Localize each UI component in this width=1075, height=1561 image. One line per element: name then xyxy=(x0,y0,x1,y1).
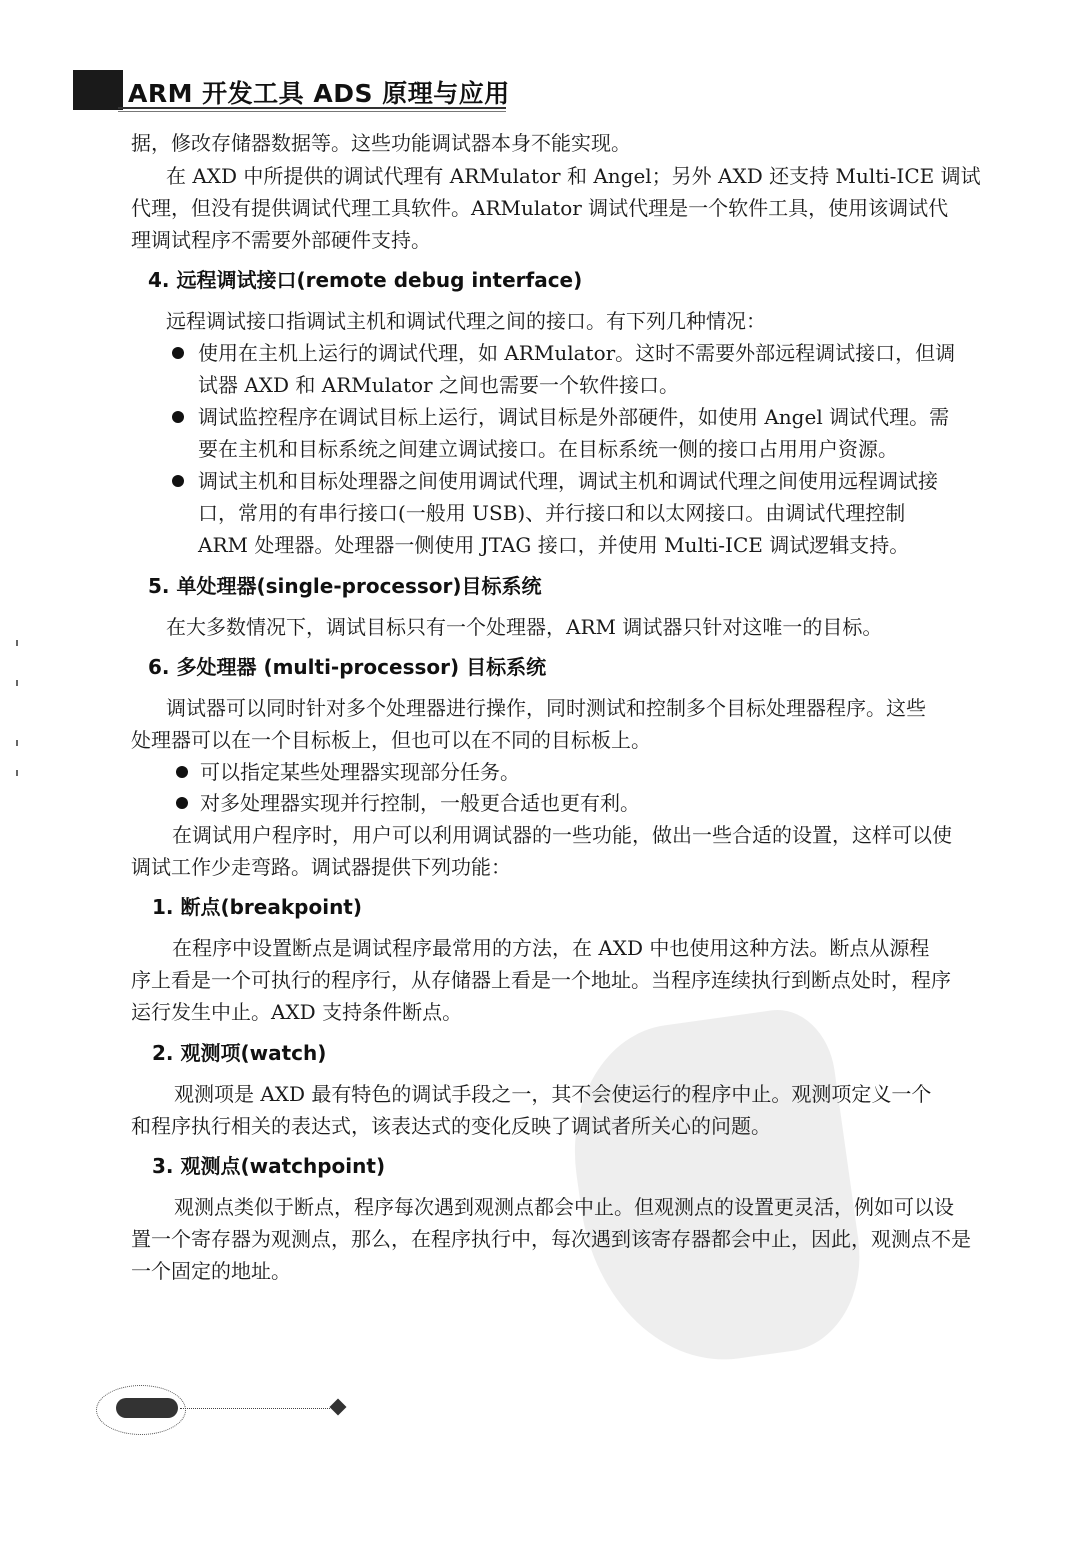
section-heading: 2. 观测项(watch) xyxy=(152,1041,327,1065)
paragraph-line: 调试工作少走弯路。调试器提供下列功能： xyxy=(131,855,511,879)
paragraph-line: 在程序中设置断点是调试程序最常用的方法，在 AXD 中也使用这种方法。断点从源程 xyxy=(172,936,930,960)
bullet-line: 使用在主机上运行的调试代理，如 ARMulator。这时不需要外部远程调试接口，但调 xyxy=(198,341,956,365)
paragraph-line: 观测点类似于断点，程序每次遇到观测点都会中止。但观测点的设置更灵活，例如可以设 xyxy=(174,1195,954,1219)
bullet-line: 调试主机和目标处理器之间使用调试代理，调试主机和调试代理之间使用远程调试接 xyxy=(198,469,938,493)
paragraph-line: 运行发生中止。AXD 支持条件断点。 xyxy=(131,1000,463,1024)
header-rule xyxy=(118,107,506,109)
paragraph-line: 置一个寄存器为观测点，那么，在程序执行中，每次遇到该寄存器都会中止，因此，观测点不是 xyxy=(131,1227,971,1251)
paragraph-line: 在 AXD 中所提供的调试代理有 ARMulator 和 Angel；另外 AXD 还支持 Multi-ICE 调试 xyxy=(166,164,981,188)
page-number-pill xyxy=(116,1398,178,1418)
margin-mark xyxy=(16,740,18,746)
section-heading: 6. 多处理器 (multi-processor) 目标系统 xyxy=(148,655,547,679)
bullet-line: 口，常用的有串行接口(一般用 USB)、并行接口和以太网接口。由调试代理控制 xyxy=(198,501,906,525)
paragraph-line: 代理，但没有提供调试代理工具软件。ARMulator 调试代理是一个软件工具，使用该调试代 xyxy=(131,196,949,220)
footer-ornament-icon xyxy=(330,1399,347,1416)
bullet-line: 调试监控程序在调试目标上运行，调试目标是外部硬件，如使用 Angel 调试代理。需 xyxy=(198,405,950,429)
margin-mark xyxy=(16,770,18,776)
paragraph-line: 远程调试接口指调试主机和调试代理之间的接口。有下列几种情况： xyxy=(166,309,766,333)
running-header-title: ARM 开发工具 ADS 原理与应用 xyxy=(128,79,510,108)
section-heading: 3. 观测点(watchpoint) xyxy=(152,1154,386,1178)
section-heading: 1. 断点(breakpoint) xyxy=(152,895,363,919)
paragraph-line: 理调试程序不需要外部硬件支持。 xyxy=(131,228,431,252)
paragraph-line: 序上看是一个可执行的程序行，从存储器上看是一个地址。当程序连续执行到断点处时，程序 xyxy=(131,968,951,992)
bullet-line: 可以指定某些处理器实现部分任务。 xyxy=(200,760,520,784)
paragraph-line: 和程序执行相关的表达式，该表达式的变化反映了调试者所关心的问题。 xyxy=(131,1114,771,1138)
paragraph-line: 在大多数情况下，调试目标只有一个处理器，ARM 调试器只针对这唯一的目标。 xyxy=(166,615,883,639)
paragraph-line: 据，修改存储器数据等。这些功能调试器本身不能实现。 xyxy=(131,131,631,155)
paragraph-line: 一个固定的地址。 xyxy=(131,1259,291,1283)
bullet-line: ARM 处理器。处理器一侧使用 JTAG 接口，并使用 Multi-ICE 调试逻辑支持。 xyxy=(198,533,910,557)
margin-mark xyxy=(16,680,18,686)
bullet-line: 试器 AXD 和 ARMulator 之间也需要一个软件接口。 xyxy=(198,373,679,397)
header-rule-thin xyxy=(118,111,506,112)
paragraph-line: 调试器可以同时针对多个处理器进行操作，同时测试和控制多个目标处理器程序。这些 xyxy=(166,696,926,720)
paragraph-line: 观测项是 AXD 最有特色的调试手段之一，其不会使运行的程序中止。观测项定义一个 xyxy=(174,1082,932,1106)
bullet-icon xyxy=(172,475,184,487)
paragraph-line: 处理器可以在一个目标板上，但也可以在不同的目标板上。 xyxy=(131,728,651,752)
bullet-icon xyxy=(176,797,188,809)
header-marker xyxy=(73,70,123,110)
bullet-icon xyxy=(176,766,188,778)
bullet-icon xyxy=(172,411,184,423)
paragraph-line: 在调试用户程序时，用户可以利用调试器的一些功能，做出一些合适的设置，这样可以使 xyxy=(172,823,952,847)
footer-rule xyxy=(180,1408,330,1409)
section-heading: 4. 远程调试接口(remote debug interface) xyxy=(148,268,583,292)
watermark-stamp xyxy=(558,1003,873,1377)
bullet-icon xyxy=(172,347,184,359)
section-heading: 5. 单处理器(single-processor)目标系统 xyxy=(148,574,542,598)
bullet-line: 要在主机和目标系统之间建立调试接口。在目标系统一侧的接口占用用户资源。 xyxy=(198,437,898,461)
margin-mark xyxy=(16,640,18,646)
bullet-line: 对多处理器实现并行控制，一般更合适也更有利。 xyxy=(200,791,640,815)
